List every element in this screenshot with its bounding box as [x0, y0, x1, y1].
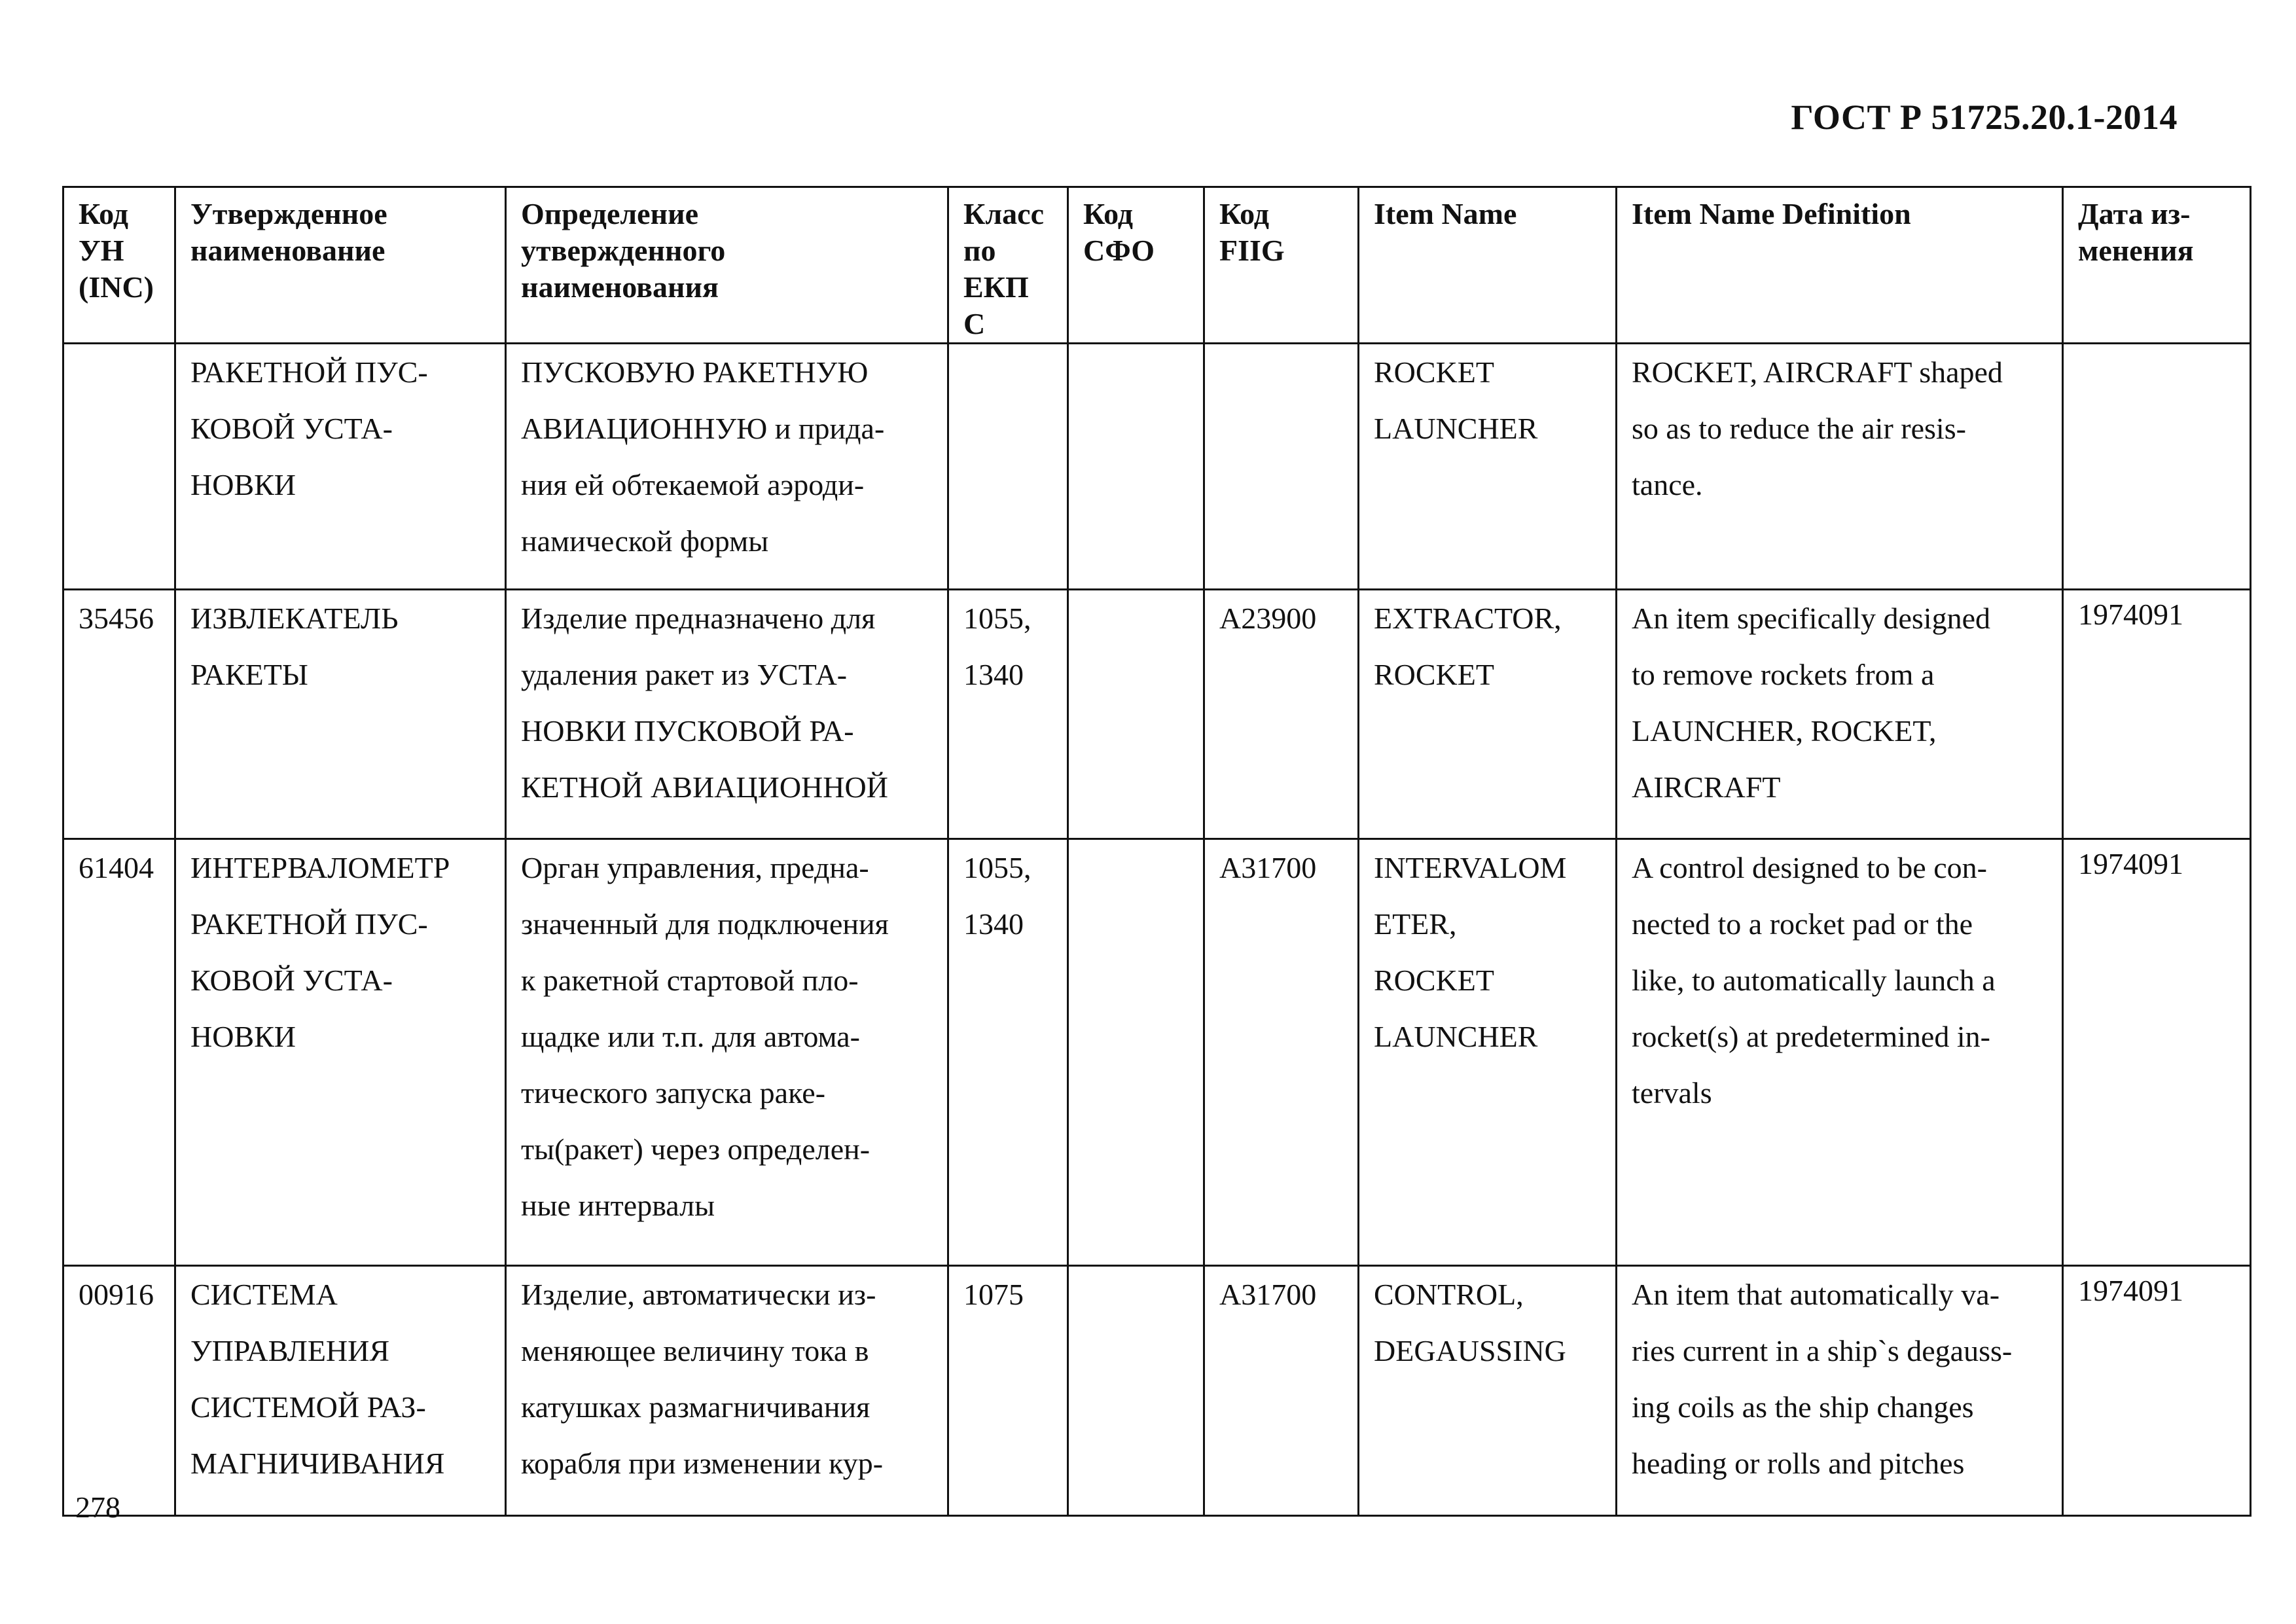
cell-text-line: 1055, — [963, 602, 1031, 635]
cell-text-line: НОВКИ ПУСКОВОЙ РА- — [521, 714, 854, 748]
column-header-line: менения — [2078, 234, 2194, 267]
table-row — [63, 590, 2251, 839]
cell-text-line: НОВКИ — [190, 468, 296, 501]
column-header-line: Код — [1219, 197, 1270, 230]
cell-name-definition — [506, 344, 948, 590]
cell-text-line: 1055, — [963, 851, 1031, 884]
column-header-ekps-class — [948, 187, 1068, 344]
column-header-fiig-code — [1204, 187, 1359, 344]
cell-item-name-definition — [1617, 839, 2063, 1266]
cell-text-line: 1075 — [963, 1278, 1024, 1311]
cell-text-line: so as to reduce the air resis- — [1632, 412, 1966, 445]
cell-text-line: тического запуска раке- — [521, 1076, 826, 1110]
cell-inc-code — [63, 590, 175, 839]
cell-text-line: СИСТЕМОЙ РАЗ- — [190, 1390, 426, 1424]
cell-approved-name — [175, 839, 506, 1266]
cell-name-definition — [506, 590, 948, 839]
cell-text-line: 00916 — [79, 1278, 154, 1311]
cell-text-line: ния ей обтекаемой аэроди- — [521, 468, 865, 501]
cell-text-line: 1340 — [963, 907, 1024, 941]
cell-text-line: DEGAUSSING — [1374, 1334, 1566, 1367]
cell-text-line: меняющее величину тока в — [521, 1334, 869, 1367]
cell-fiig-code — [1204, 839, 1359, 1266]
cell-inc-code — [63, 344, 175, 590]
cell-text-line: значенный для подключения — [521, 907, 889, 941]
cell-name-definition — [506, 839, 948, 1266]
cell-text-line: LAUNCHER — [1374, 412, 1538, 445]
cell-text-line: КОВОЙ УСТА- — [190, 964, 393, 997]
cell-text-line: РАКЕТЫ — [190, 658, 308, 691]
column-header-line: СФО — [1083, 234, 1155, 267]
cell-text-line: rocket(s) at predetermined in- — [1632, 1020, 1990, 1053]
cell-ekps-class — [948, 839, 1068, 1266]
column-header-line: Код — [1083, 197, 1134, 230]
column-header-line: ЕКП — [963, 270, 1029, 304]
cell-text-line: щадке или т.п. для автома- — [521, 1020, 860, 1053]
cell-text-line: like, to automatically launch a — [1632, 964, 1996, 997]
cell-text-line: ETER, — [1374, 907, 1457, 941]
cell-inc-code — [63, 839, 175, 1266]
column-header-sfo-code — [1068, 187, 1204, 344]
cell-text-line: Изделие, автоматически из- — [521, 1278, 876, 1311]
cell-text-line: A31700 — [1219, 851, 1317, 884]
cell-approved-name — [175, 1266, 506, 1516]
column-header-line: С — [963, 307, 986, 340]
cell-text-line: намической формы — [521, 524, 769, 558]
cell-text-line: A31700 — [1219, 1278, 1317, 1311]
cell-fiig-code — [1204, 344, 1359, 590]
cell-text-line: ные интервалы — [521, 1189, 715, 1222]
cell-item-name-definition — [1617, 590, 2063, 839]
cell-change-date — [2063, 590, 2251, 839]
column-header-line: наименование — [190, 234, 386, 267]
cell-text-line: 1974091 — [2078, 598, 2183, 631]
cell-text-line: ROCKET — [1374, 355, 1494, 389]
cell-text-line: CONTROL, — [1374, 1278, 1524, 1311]
column-header-line: УН — [79, 234, 124, 267]
column-header-line: наименования — [521, 270, 719, 304]
table-row — [63, 839, 2251, 1266]
cell-ekps-class — [948, 1266, 1068, 1516]
cell-text-line: ROCKET — [1374, 658, 1494, 691]
cell-text-line: 35456 — [79, 602, 154, 635]
cell-inc-code — [63, 1266, 175, 1516]
cell-sfo-code — [1068, 590, 1204, 839]
cell-text-line: удаления ракет из УСТА- — [521, 658, 848, 691]
cell-change-date — [2063, 344, 2251, 590]
cell-text-line: НОВКИ — [190, 1020, 296, 1053]
cell-text-line: ИНТЕРВАЛОМЕТР — [190, 851, 450, 884]
cell-text-line: ries current in a ship`s degauss- — [1632, 1334, 2013, 1367]
cell-text-line: heading or rolls and pitches — [1632, 1447, 1965, 1480]
cell-text-line: Орган управления, предна- — [521, 851, 869, 884]
column-header-line: утвержденного — [521, 234, 726, 267]
cell-text-line: LAUNCHER, ROCKET, — [1632, 714, 1937, 748]
cell-text-line: КОВОЙ УСТА- — [190, 412, 393, 445]
cell-change-date — [2063, 1266, 2251, 1516]
cell-fiig-code — [1204, 590, 1359, 839]
cell-text-line: tervals — [1632, 1076, 1712, 1110]
cell-text-line: A23900 — [1219, 602, 1317, 635]
cell-text-line: УПРАВЛЕНИЯ — [190, 1334, 390, 1367]
cell-text-line: АВИАЦИОННУЮ и прида- — [521, 412, 885, 445]
cell-text-line: ПУСКОВУЮ РАКЕТНУЮ — [521, 355, 869, 389]
table-header-row — [63, 187, 2251, 344]
column-header-item-name — [1359, 187, 1617, 344]
cell-text-line: An item specifically designed — [1632, 602, 1991, 635]
cell-item-name — [1359, 1266, 1617, 1516]
cell-text-line: к ракетной стартовой пло- — [521, 964, 859, 997]
cell-text-line: ROCKET, AIRCRAFT shaped — [1632, 355, 2003, 389]
column-header-item-name-definition — [1617, 187, 2063, 344]
cell-text-line: AIRCRAFT — [1632, 770, 1781, 804]
column-header-change-date — [2063, 187, 2251, 344]
document-standard-title: ГОСТ Р 51725.20.1-2014 — [1791, 98, 2178, 137]
column-header-line: FIIG — [1219, 234, 1285, 267]
column-header-inc-code — [63, 187, 175, 344]
cell-item-name — [1359, 590, 1617, 839]
table-row — [63, 344, 2251, 590]
cell-approved-name — [175, 344, 506, 590]
cell-text-line: СИСТЕМА — [190, 1278, 338, 1311]
cell-sfo-code — [1068, 1266, 1204, 1516]
column-header-line: (INC) — [79, 270, 154, 304]
cell-text-line: РАКЕТНОЙ ПУС- — [190, 907, 428, 941]
cell-ekps-class — [948, 344, 1068, 590]
page-number: 278 — [75, 1490, 120, 1524]
cell-item-name — [1359, 344, 1617, 590]
cell-ekps-class — [948, 590, 1068, 839]
cell-item-name-definition — [1617, 344, 2063, 590]
cell-item-name — [1359, 839, 1617, 1266]
cell-text-line: 1974091 — [2078, 1274, 2183, 1307]
cell-text-line: to remove rockets from a — [1632, 658, 1935, 691]
cell-text-line: КЕТНОЙ АВИАЦИОННОЙ — [521, 770, 888, 804]
cell-text-line: ты(ракет) через определен- — [521, 1132, 870, 1166]
cell-text-line: МАГНИЧИВАНИЯ — [190, 1447, 445, 1480]
cell-change-date — [2063, 839, 2251, 1266]
cell-text-line: EXTRACTOR, — [1374, 602, 1562, 635]
cell-text-line: РАКЕТНОЙ ПУС- — [190, 355, 428, 389]
cell-text-line: ROCKET — [1374, 964, 1494, 997]
cell-text-line: 1340 — [963, 658, 1024, 691]
cell-text-line: ИЗВЛЕКАТЕЛЬ — [190, 602, 399, 635]
column-header-line: Определение — [521, 197, 699, 230]
cell-approved-name — [175, 590, 506, 839]
column-header-line: Item Name Definition — [1632, 197, 1911, 230]
table-body — [63, 344, 2251, 1516]
cell-text-line: 61404 — [79, 851, 154, 884]
cell-text-line: ing coils as the ship changes — [1632, 1390, 1974, 1424]
cell-text-line: nected to a rocket pad or the — [1632, 907, 1973, 941]
column-header-line: Класс — [963, 197, 1044, 230]
cell-item-name-definition — [1617, 1266, 2063, 1516]
cell-text-line: катушках размагничивания — [521, 1390, 870, 1424]
cell-text-line: 1974091 — [2078, 847, 2183, 880]
column-header-line: Дата из- — [2078, 197, 2191, 230]
specification-table — [62, 186, 2251, 1517]
cell-text-line: корабля при изменении кур- — [521, 1447, 884, 1480]
cell-text-line: Изделие предназначено для — [521, 602, 876, 635]
column-header-name-definition — [506, 187, 948, 344]
table-row — [63, 1266, 2251, 1516]
cell-name-definition — [506, 1266, 948, 1516]
cell-text-line: INTERVALOM — [1374, 851, 1567, 884]
column-header-line: Утвержденное — [190, 197, 387, 230]
column-header-line: по — [963, 234, 996, 267]
cell-text-line: tance. — [1632, 468, 1703, 501]
column-header-line: Код — [79, 197, 129, 230]
cell-fiig-code — [1204, 1266, 1359, 1516]
cell-text-line: An item that automatically va- — [1632, 1278, 2000, 1311]
cell-sfo-code — [1068, 839, 1204, 1266]
column-header-line: Item Name — [1374, 197, 1517, 230]
column-header-approved-name — [175, 187, 506, 344]
cell-sfo-code — [1068, 344, 1204, 590]
cell-text-line: LAUNCHER — [1374, 1020, 1538, 1053]
cell-text-line: A control designed to be con- — [1632, 851, 1987, 884]
